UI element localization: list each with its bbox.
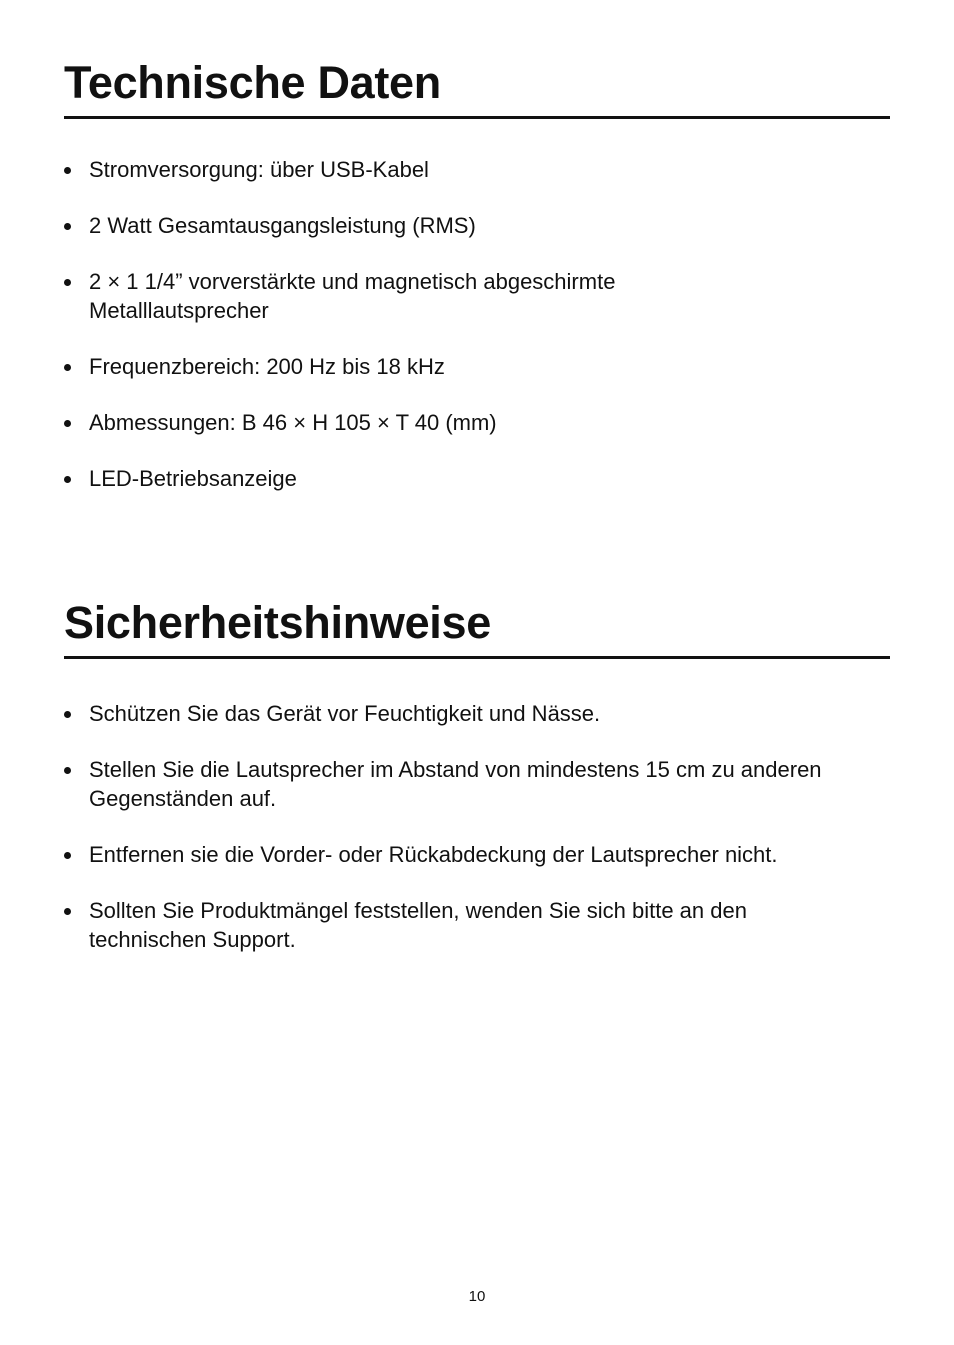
list-item-text: Schützen Sie das Gerät vor Feuchtigkeit und Nässe. — [89, 701, 601, 726]
bullet-icon — [64, 420, 71, 427]
bullet-icon — [64, 711, 71, 718]
section-title-sicherheitshinweise: Sicherheitshinweise — [64, 596, 890, 659]
bullet-icon — [64, 223, 71, 230]
list-item — [64, 464, 890, 493]
list-item-text: Sollten Sie Produktmängel feststellen, wenden Sie sich bitte an den technischen Support. — [89, 898, 747, 952]
list-item-text: 2 Watt Gesamtausgangsleistung (RMS) — [89, 213, 476, 238]
section-technische-daten — [64, 56, 890, 520]
list-item-text: Stellen Sie die Lautsprecher im Abstand von mindestens 15 cm zu anderen Gegenständen auf. — [89, 757, 822, 811]
safety-list — [64, 699, 890, 954]
list-item-text: Frequenzbereich: 200 Hz bis 18 kHz — [89, 354, 445, 379]
list-item — [64, 840, 890, 869]
bullet-icon — [64, 908, 71, 915]
section-sicherheitshinweise — [64, 596, 890, 981]
list-item — [64, 267, 890, 325]
list-item-text: Abmessungen: B 46 × H 105 × T 40 (mm) — [89, 410, 497, 435]
bullet-icon — [64, 167, 71, 174]
list-item-text: LED-Betriebsanzeige — [89, 466, 297, 491]
list-item-text: Stromversorgung: über USB-Kabel — [89, 157, 429, 182]
bullet-icon — [64, 476, 71, 483]
list-item — [64, 755, 890, 813]
list-item — [64, 211, 890, 240]
bullet-icon — [64, 767, 71, 774]
section-title-technische-daten: Technische Daten — [64, 56, 890, 119]
bullet-icon — [64, 364, 71, 371]
bullet-icon — [64, 852, 71, 859]
list-item — [64, 896, 890, 954]
list-item-text: Entfernen sie die Vorder- oder Rückabdeckung der Lautsprecher nicht. — [89, 842, 778, 867]
spec-list — [64, 155, 890, 493]
page-number: 10 — [468, 1288, 486, 1305]
bullet-icon — [64, 279, 71, 286]
list-item — [64, 408, 890, 437]
list-item — [64, 155, 890, 184]
list-item — [64, 352, 890, 381]
list-item — [64, 699, 890, 728]
list-item-text: 2 × 1 1/4” vorverstärkte und magnetisch abgeschirmte Metalllautsprecher — [89, 269, 616, 323]
